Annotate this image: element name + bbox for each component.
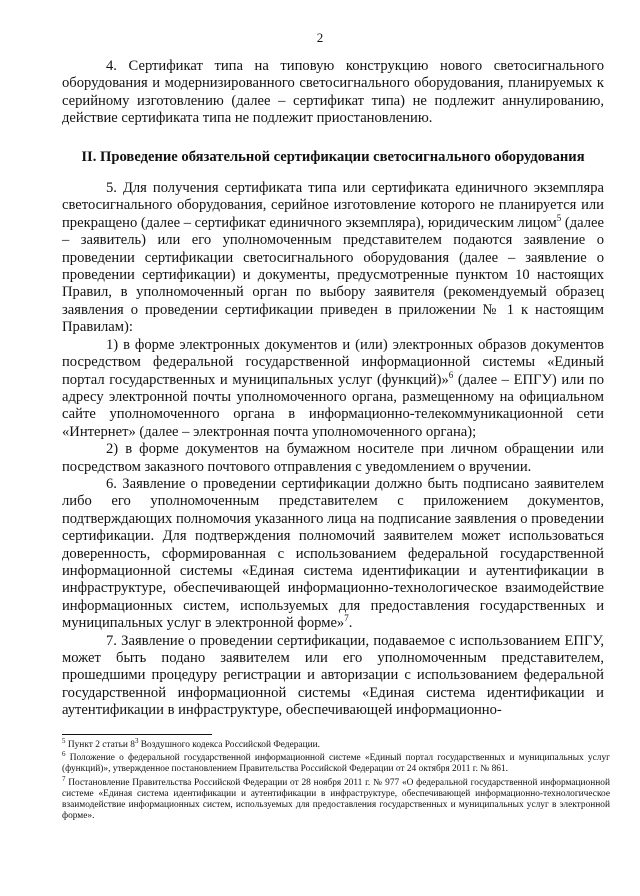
footnote-5-sup: 3 bbox=[134, 736, 139, 745]
paragraph-5-text-a: 5. Для получения сертификата типа или сертификата единичного экземпляра светосигнального оборудования, серийное изготовление которого не планируется или прекращено (далее – сертификат единичного экземпляра), юридическим лицом bbox=[62, 180, 604, 231]
section-heading: II. Проведение обязательной сертификации светосигнального оборудования bbox=[81, 148, 585, 165]
list-item-2: 2) в форме документов на бумажном носителе при личном обращении или посредством заказного почтового отправления с уведомлением о вручении. bbox=[62, 441, 604, 475]
page-number: 2 bbox=[316, 30, 324, 45]
footnote-mark-5: 5 bbox=[62, 736, 66, 745]
paragraph-5 bbox=[62, 180, 604, 337]
footnote-7-text: Постановление Правительства Российской Федерации от 28 ноября 2011 г. № 977 «О федеральной государственной информационной системе «Единая система идентификации и аутентификации в инфраструктуре, обеспечивающей информационно-технологическое взаимодействие информационных систем, используемых для предоставления государственных и муниципальных услуг в электронной форме». bbox=[62, 777, 610, 822]
footnote-ref-5: 5 bbox=[556, 212, 562, 223]
footnotes bbox=[62, 736, 610, 824]
list-item-1-text-b: (далее – ЕПГУ) или по адресу электронной почты уполномоченного органа, размещенному на официальном сайте уполномоченного органа в информационно-телекоммуникационной сети «Интернет» (далее – электронная почта уполномоченного органа); bbox=[62, 371, 604, 440]
footnote-6-text: Положение о федеральной государственной информационной системе «Единый портал государственных и муниципальных услуг (функций)», утвержденное постановлением Правительства Российской Федерации от 24 октября 2011 г. № 861. bbox=[62, 753, 610, 775]
list-item-1-text-a: 1) в форме электронных документов и (или) электронных образов документов посредством федеральной государственной информационной системы «Единый портал государственных и муниципальных услуг (функций)» bbox=[62, 336, 604, 388]
footnote-5 bbox=[62, 736, 610, 751]
footnote-5-text-a: Пункт 2 статьи 8 bbox=[65, 740, 135, 750]
footnote-mark-7: 7 bbox=[62, 774, 66, 783]
footnote-ref-6: 6 bbox=[448, 369, 454, 380]
paragraph-4: 4. Сертификат типа на типовую конструкцию нового светосигнального оборудования и модернизированного светосигнального оборудования, планируемых к серийному изготовлению (далее – сертификат типа) не подлежит аннулированию, действие сертификата типа не подлежит приостановлению. bbox=[62, 58, 604, 127]
paragraph-7: 7. Заявление о проведении сертификации, подаваемое с использованием ЕПГУ, может быть подано заявителем или его уполномоченным представителем, прошедшими процедуру регистрации и авторизации с использованием федеральной государственной информационной системы «Единая система идентификации и аутентификации в инфраструктуре, обеспечивающей информационно- bbox=[62, 632, 604, 719]
list-item-1 bbox=[62, 337, 604, 441]
paragraph-6-text-a: 6. Заявление о проведении сертификации должно быть подписано заявителем либо его уполномоченным представителем с приложением документов, подтверждающих полномочия указанного лица на подписание заявления о проведении сертификации. Для подтверждения полномочий заявителем может использоваться доверенность, сформированная с использованием федеральной государственной информационной системы «Единая система идентификации и аутентификации в инфраструктуре, обеспечивающей информационно-технологическое взаимодействие информационных систем, используемых для предоставления государственных и муниципальных услуг в электронной форме» bbox=[62, 475, 604, 632]
footnote-ref-7: 7 bbox=[344, 613, 349, 624]
footnote-mark-6: 6 bbox=[62, 750, 66, 759]
paragraph-6 bbox=[62, 476, 604, 633]
footnote-6 bbox=[62, 750, 610, 775]
footnote-divider bbox=[62, 734, 212, 735]
footnote-7 bbox=[62, 774, 610, 823]
footnote-5-text-b: Воздушного кодекса Российской Федерации. bbox=[138, 740, 320, 750]
paragraph-5-text-b: (далее – заявитель) или его уполномоченным представителем подаются заявление о проведении сертификации светосигнального оборудования (далее – заявление о проведении сертификации) и документы, предусмотренные пунктом 10 настоящих Правил, в уполномоченный орган по выбору заявителя (рекомендуемый образец заявления о проведении сертификации приведен в приложении № 1 к настоящим Правилам): bbox=[62, 214, 604, 336]
paragraph-6-text-b: . bbox=[348, 615, 353, 632]
document-body bbox=[62, 58, 604, 720]
